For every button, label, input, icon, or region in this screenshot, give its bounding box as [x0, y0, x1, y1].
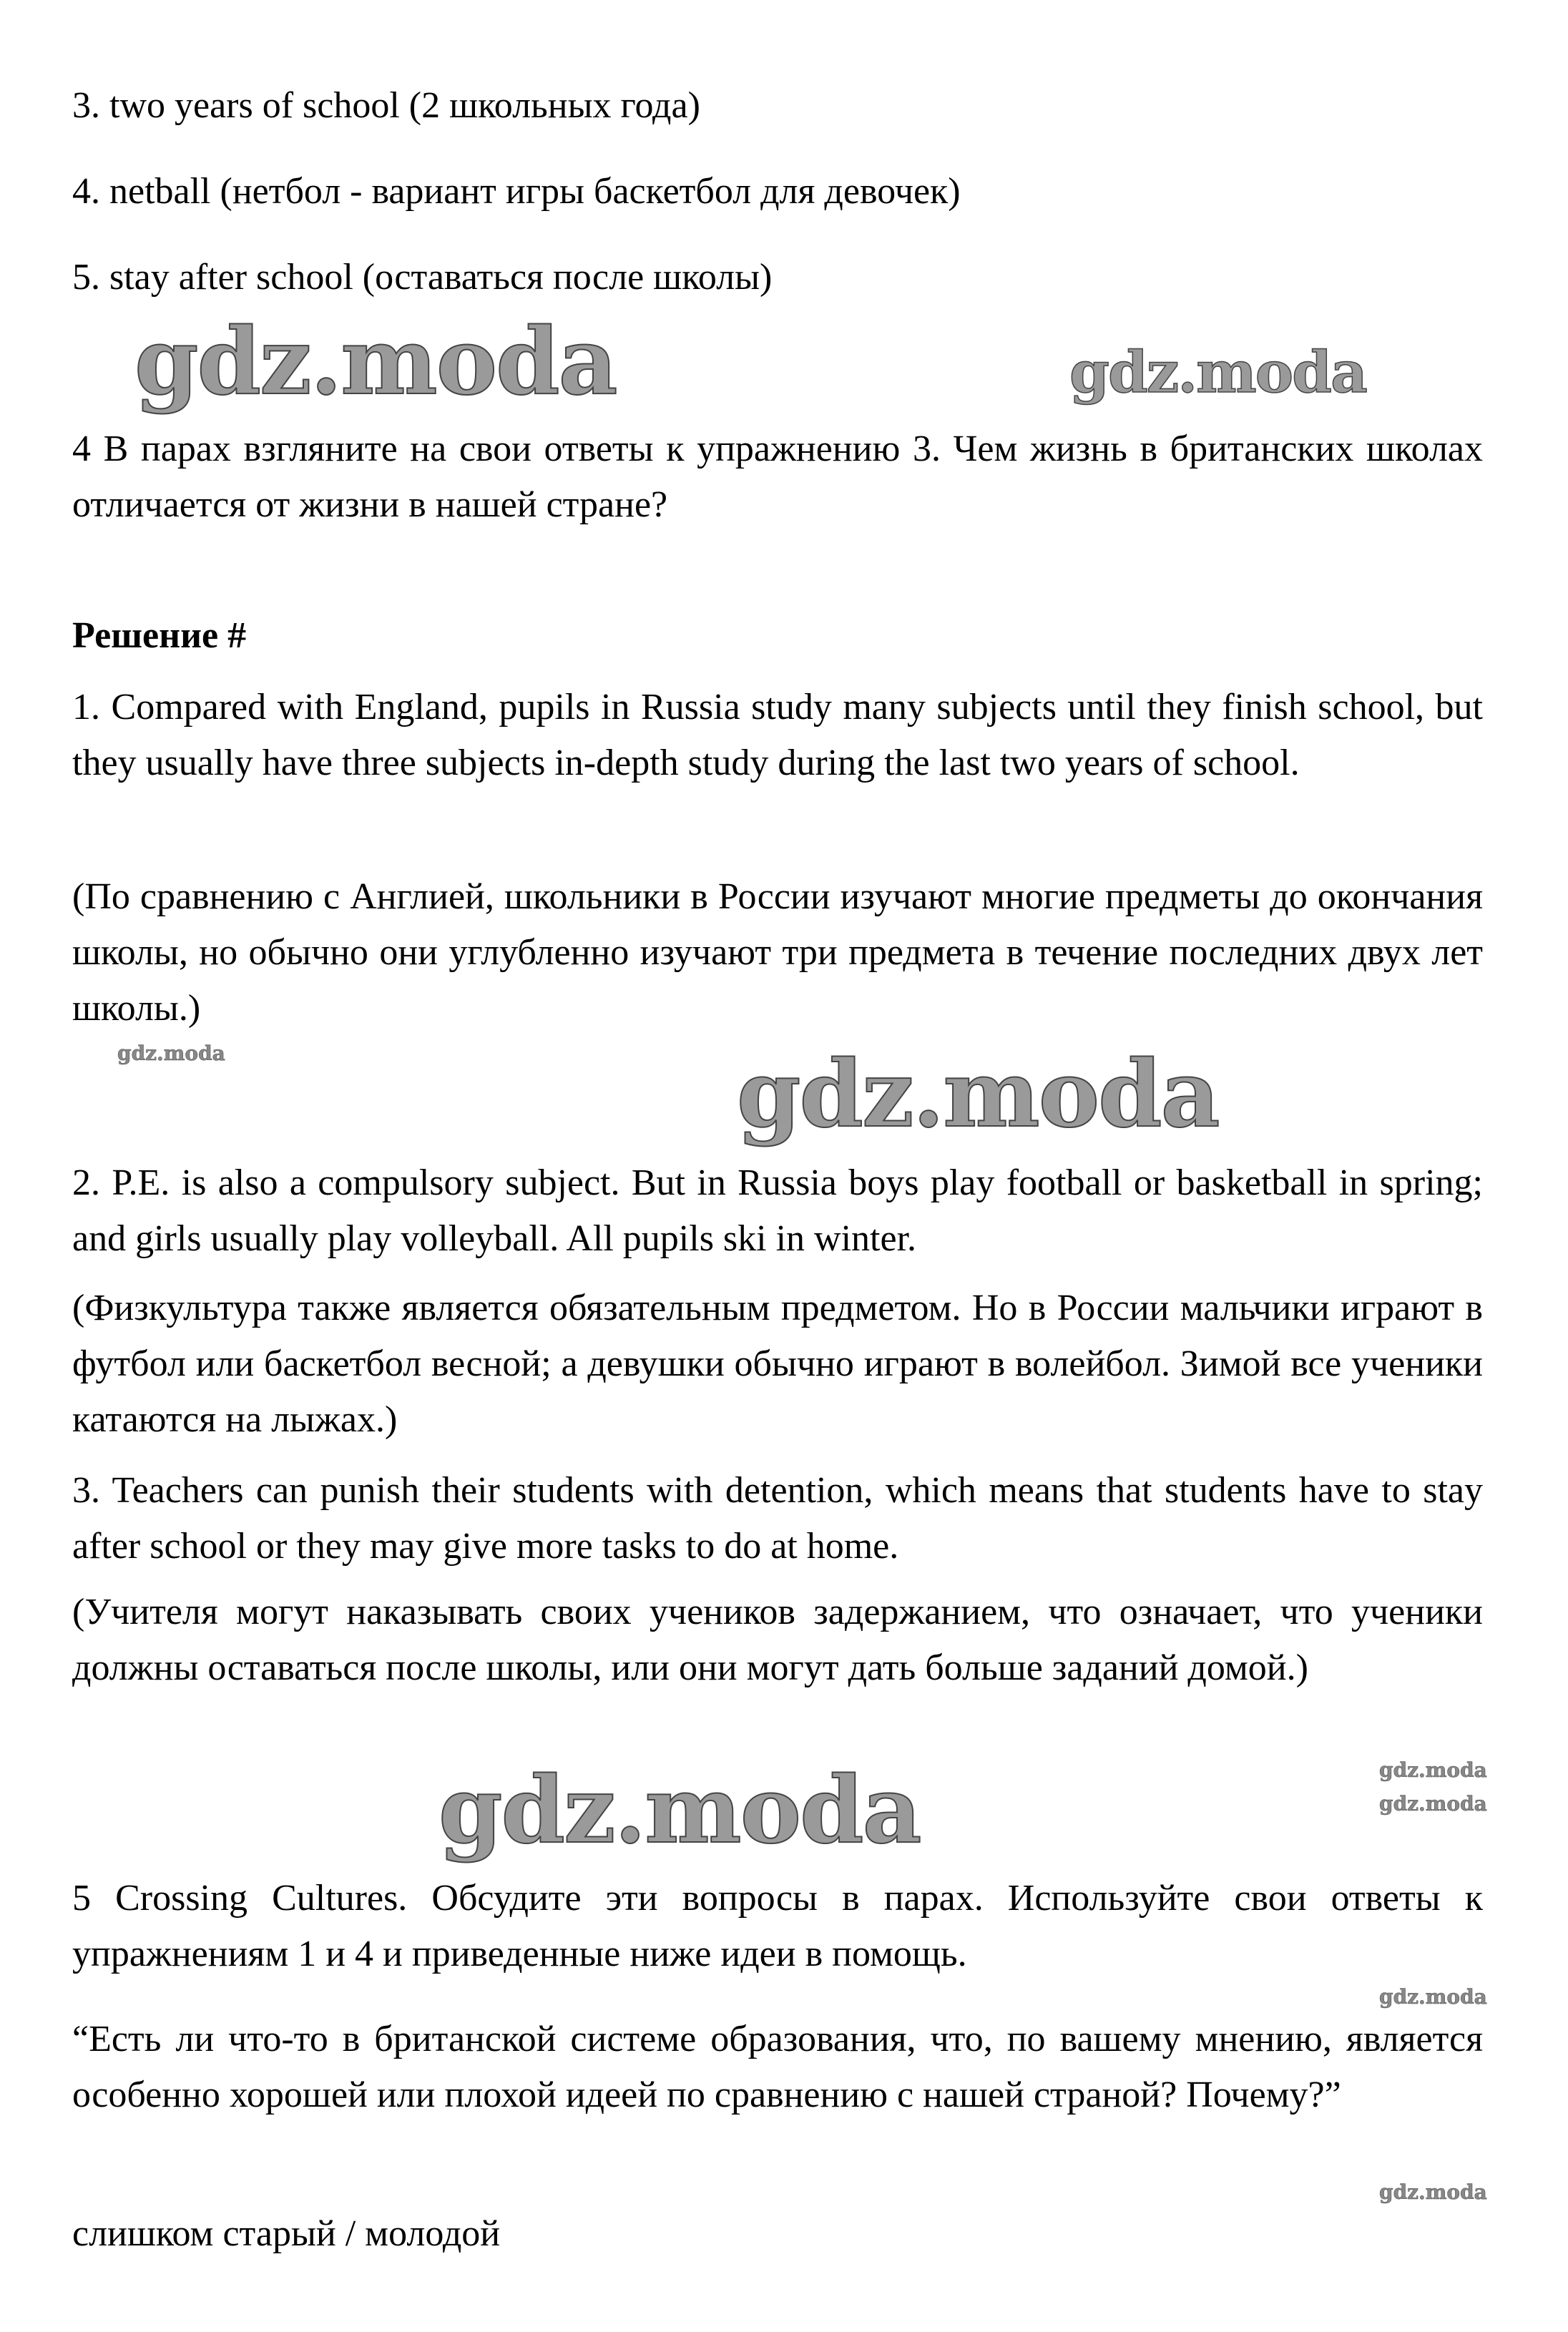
answer-item-5: 5. stay after school (оставаться после школы): [72, 257, 773, 298]
watermark: gdz.moda: [1379, 2180, 1487, 2204]
watermark: gdz.moda: [737, 1041, 1219, 1148]
solution-heading: Решение #: [72, 615, 247, 656]
watermark: gdz.moda: [1379, 1985, 1487, 2009]
watermark: gdz.moda: [1069, 338, 1366, 406]
exercise-5-idea: слишком старый / молодой: [72, 2213, 501, 2254]
answer-1-ru: (По сравнению с Англией, школьники в России изучают многие предметы до окончания школы, но обычно они углубленно изучают три предмета в течение последних двух лет школы.): [72, 876, 1483, 1029]
answer-3-ru: (Учителя могут наказывать своих учеников задержанием, что означает, что ученики должны оставаться после школы, или они могут дать больше заданий домой.): [72, 1592, 1483, 1688]
exercise-4-task: 4 В парах взгляните на свои ответы к упражнению 3. Чем жизнь в британских школах отличается от жизни в нашей стране?: [72, 428, 1483, 525]
answer-3-en: 3. Teachers can punish their students with detention, which means that students have to stay after school or they may give more tasks to do at home.: [72, 1470, 1483, 1567]
answer-1-en: 1. Compared with England, pupils in Russia study many subjects until they finish school, but they usually have three subjects in-depth study during the last two years of school.: [72, 687, 1483, 783]
watermark: gdz.moda: [134, 308, 617, 416]
watermark: gdz.moda: [438, 1757, 921, 1864]
watermark: gdz.moda: [1379, 1758, 1487, 1782]
exercise-5-task: 5 Crossing Cultures. Обсудите эти вопросы в парах. Используйте свои ответы к упражнениям 1 и 4 и приведенные ниже идеи в помощь.: [72, 1878, 1483, 1974]
answer-2-ru: (Физкультура также является обязательным предметом. Но в России мальчики играют в футбол или баскетбол весной; а девушки обычно играют в волейбол. Зимой все ученики катаются на лыжах.): [72, 1288, 1483, 1440]
answer-item-4: 4. netball (нетбол - вариант игры баскетбол для девочек): [72, 171, 961, 212]
exercise-5-quote: “Есть ли что-то в британской системе образования, что, по вашему мнению, является особенно хорошей или плохой идеей по сравнению с нашей страной? Почему?”: [72, 2019, 1483, 2115]
answer-item-3: 3. two years of school (2 школьных года): [72, 85, 700, 126]
answer-2-en: 2. P.E. is also a compulsory subject. But in Russia boys play football or basketball in spring; and girls usually play volleyball. All pupils ski in winter.: [72, 1162, 1483, 1259]
watermark: gdz.moda: [1379, 1792, 1487, 1816]
watermark: gdz.moda: [117, 1042, 225, 1065]
